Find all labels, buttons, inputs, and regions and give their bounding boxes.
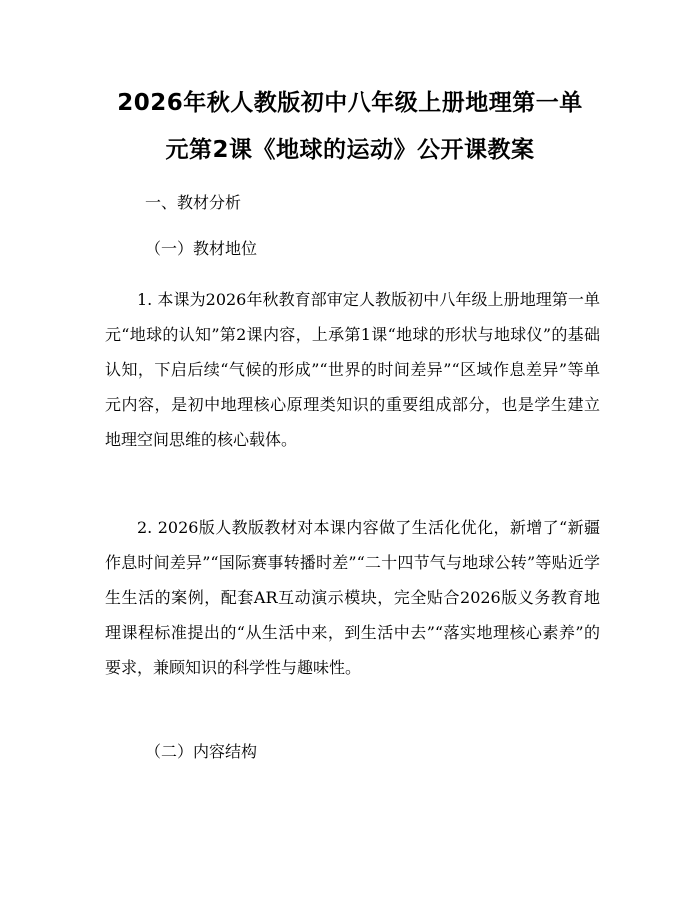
paragraph-2: 2. 2026版人教版教材对本课内容做了生活化优化，新增了“新疆作息时间差异”“国际赛事转播时差”“二十四节气与地球公转”等贴近学生生活的案例，配套AR互动演示模块，完全贴合2026版义务教育地理课程标准提出的“从生活中来，到生活中去”“落实地理核心素养”的要求，兼顾知识的科学性与趣味性。 [105,518,600,677]
section-heading-textbook-analysis: 一、教材分析 [145,193,242,212]
subsection-heading-content-structure: （二）内容结构 [145,742,258,761]
subsection-heading-textbook-position: （一）教材地位 [145,239,258,258]
document-title-line-1: 2026年秋人教版初中八年级上册地理第一单 [117,90,583,116]
document-title-line-2: 元第2课《地球的运动》公开课教案 [165,137,535,163]
paragraph-1: 1. 本课为2026年秋教育部审定人教版初中八年级上册地理第一单元“地球的认知”第2课内容，上承第1课“地球的形状与地球仪”的基础认知，下启后续“气候的形成”“世界的时间差异”“区域作息差异”等单元内容，是初中地理核心原理类知识的重要组成部分，也是学生建立地理空间思维的核心载体。 [105,290,600,449]
